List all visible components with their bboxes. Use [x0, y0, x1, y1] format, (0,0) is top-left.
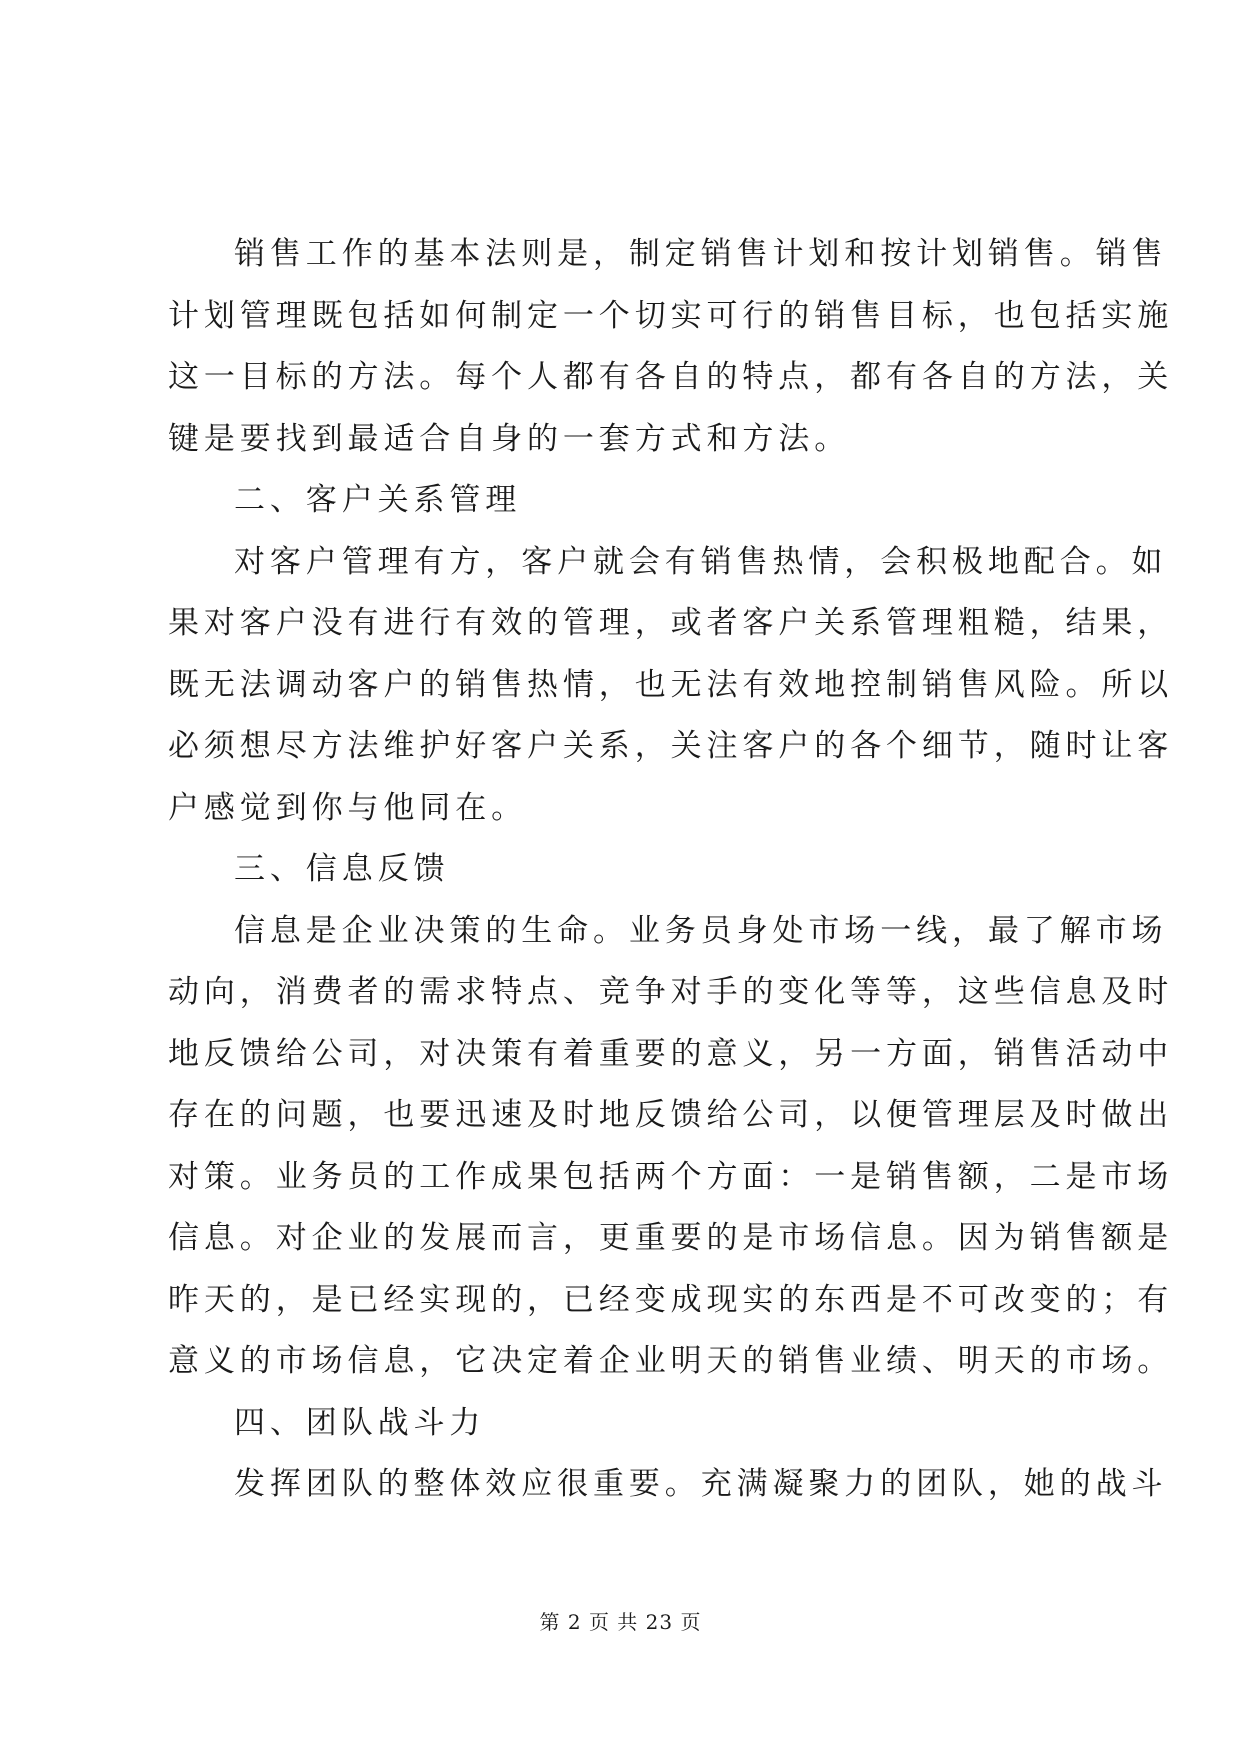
- text-line: 存在的问题，也要迅速及时地反馈给公司，以便管理层及时做出: [168, 1097, 1174, 1133]
- text-line: 动向，消费者的需求特点、竞争对手的变化等等，这些信息及时: [168, 974, 1174, 1010]
- text-line: 信息。对企业的发展而言，更重要的是市场信息。因为销售额是: [168, 1220, 1174, 1256]
- text-line: 发挥团队的整体效应很重要。充满凝聚力的团队，她的战斗: [234, 1466, 1168, 1502]
- text-line: 二、客户关系管理: [234, 482, 522, 518]
- text-line: 这一目标的方法。每个人都有各自的特点，都有各自的方法，关: [168, 359, 1174, 395]
- text-line: 三、信息反馈: [234, 851, 450, 887]
- text-line: 对策。业务员的工作成果包括两个方面：一是销售额，二是市场: [168, 1158, 1174, 1195]
- text-line: 果对客户没有进行有效的管理，或者客户关系管理粗糙，结果，: [168, 605, 1174, 641]
- text-line: 意义的市场信息，它决定着企业明天的销售业绩、明天的市场。: [168, 1343, 1174, 1379]
- text-line: 户感觉到你与他同在。: [168, 789, 527, 826]
- text-line: 信息是企业决策的生命。业务员身处市场一线，最了解市场: [234, 912, 1168, 949]
- text-line: 对客户管理有方，客户就会有销售热情，会积极地配合。如: [234, 543, 1168, 580]
- page-number-footer: 第 2 页 共 23 页: [539, 1610, 702, 1634]
- text-line: 地反馈给公司，对决策有着重要的意义，另一方面，销售活动中: [168, 1035, 1174, 1072]
- text-line: 昨天的，是已经实现的，已经变成现实的东西是不可改变的；有: [168, 1281, 1174, 1318]
- document-body: [168, 224, 1174, 1516]
- text-line: 既无法调动客户的销售热情，也无法有效地控制销售风险。所以: [168, 666, 1174, 703]
- text-line: 四、团队战斗力: [234, 1404, 486, 1441]
- text-line: 必须想尽方法维护好客户关系，关注客户的各个细节，随时让客: [168, 728, 1174, 764]
- text-line: 键是要找到最适合自身的一套方式和方法。: [168, 420, 851, 457]
- text-line: 销售工作的基本法则是，制定销售计划和按计划销售。销售: [234, 236, 1168, 272]
- text-line: 计划管理既包括如何制定一个切实可行的销售目标，也包括实施: [168, 297, 1174, 334]
